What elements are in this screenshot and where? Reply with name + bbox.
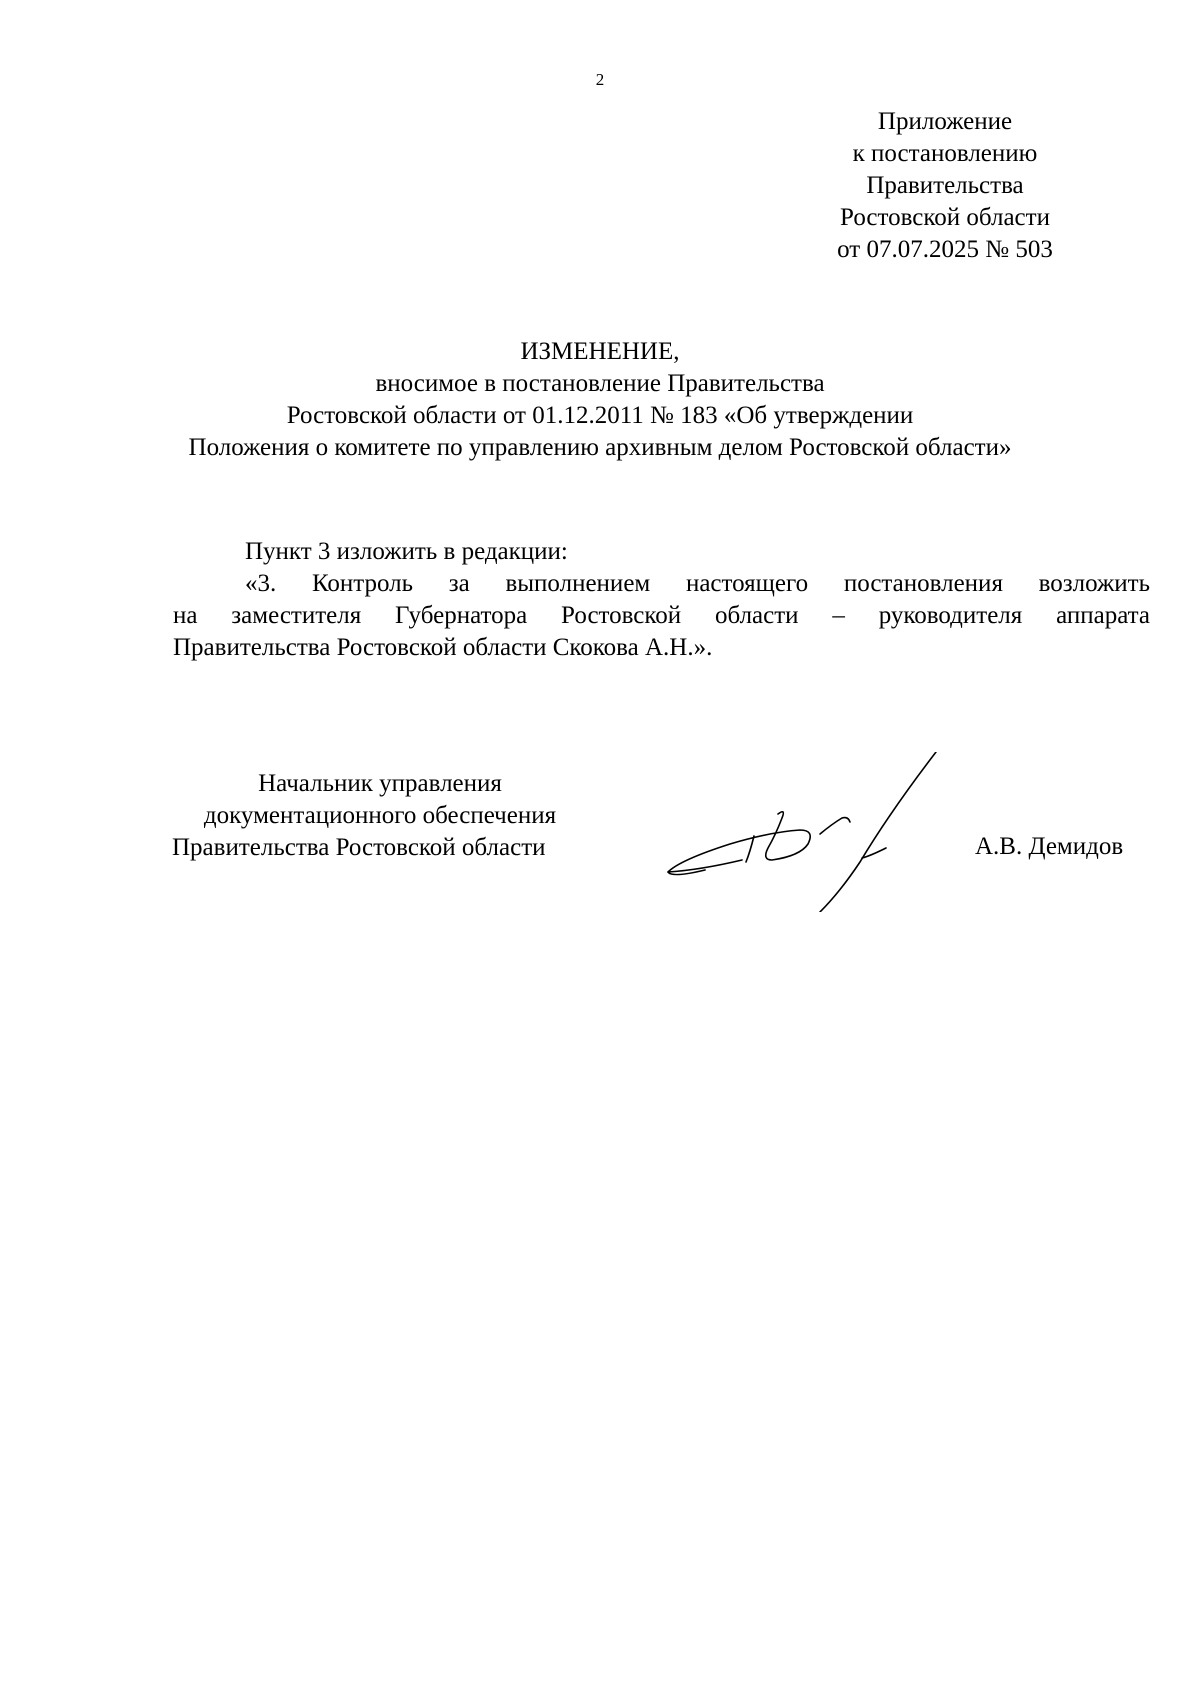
appendix-line: Приложение [877,108,1013,135]
signer-name: А.В. Демидов [975,833,1124,860]
signer-position [150,768,610,864]
body-quote-line: «3. Контроль за выполнением настоящего постановления возложить [245,570,1150,597]
handwritten-signature-icon [650,752,940,912]
document-title [60,336,1140,464]
title-line: Положения о комитете по управлению архивным делом Ростовской области» [188,434,1012,461]
signer-position-line: документационного обеспечения [203,802,557,829]
body-quote-line: на заместителя Губернатора Ростовской области – руководителя аппарата [173,602,1150,629]
appendix-line: Ростовской области [840,204,1050,231]
appendix-line: Правительства [866,172,1024,199]
body-intro: Пункт 3 изложить в редакции: [245,538,568,565]
title-heading: ИЗМЕНЕНИЕ, [520,338,680,365]
signer-position-line: Правительства Ростовской области [172,834,546,861]
signer-position-line: Начальник управления [258,770,502,797]
appendix-line: от 07.07.2025 № 503 [837,236,1053,263]
document-body [173,536,1150,664]
title-line: Ростовской области от 01.12.2011 № 183 «Об утверждении [286,402,914,429]
page-number: 2 [595,70,605,89]
appendix-line: к постановлению [852,140,1038,167]
body-quote-line: Правительства Ростовской области Скокова А.Н.». [173,634,713,661]
title-line: вносимое в постановление Правительства [375,370,825,397]
appendix-header [780,106,1110,266]
